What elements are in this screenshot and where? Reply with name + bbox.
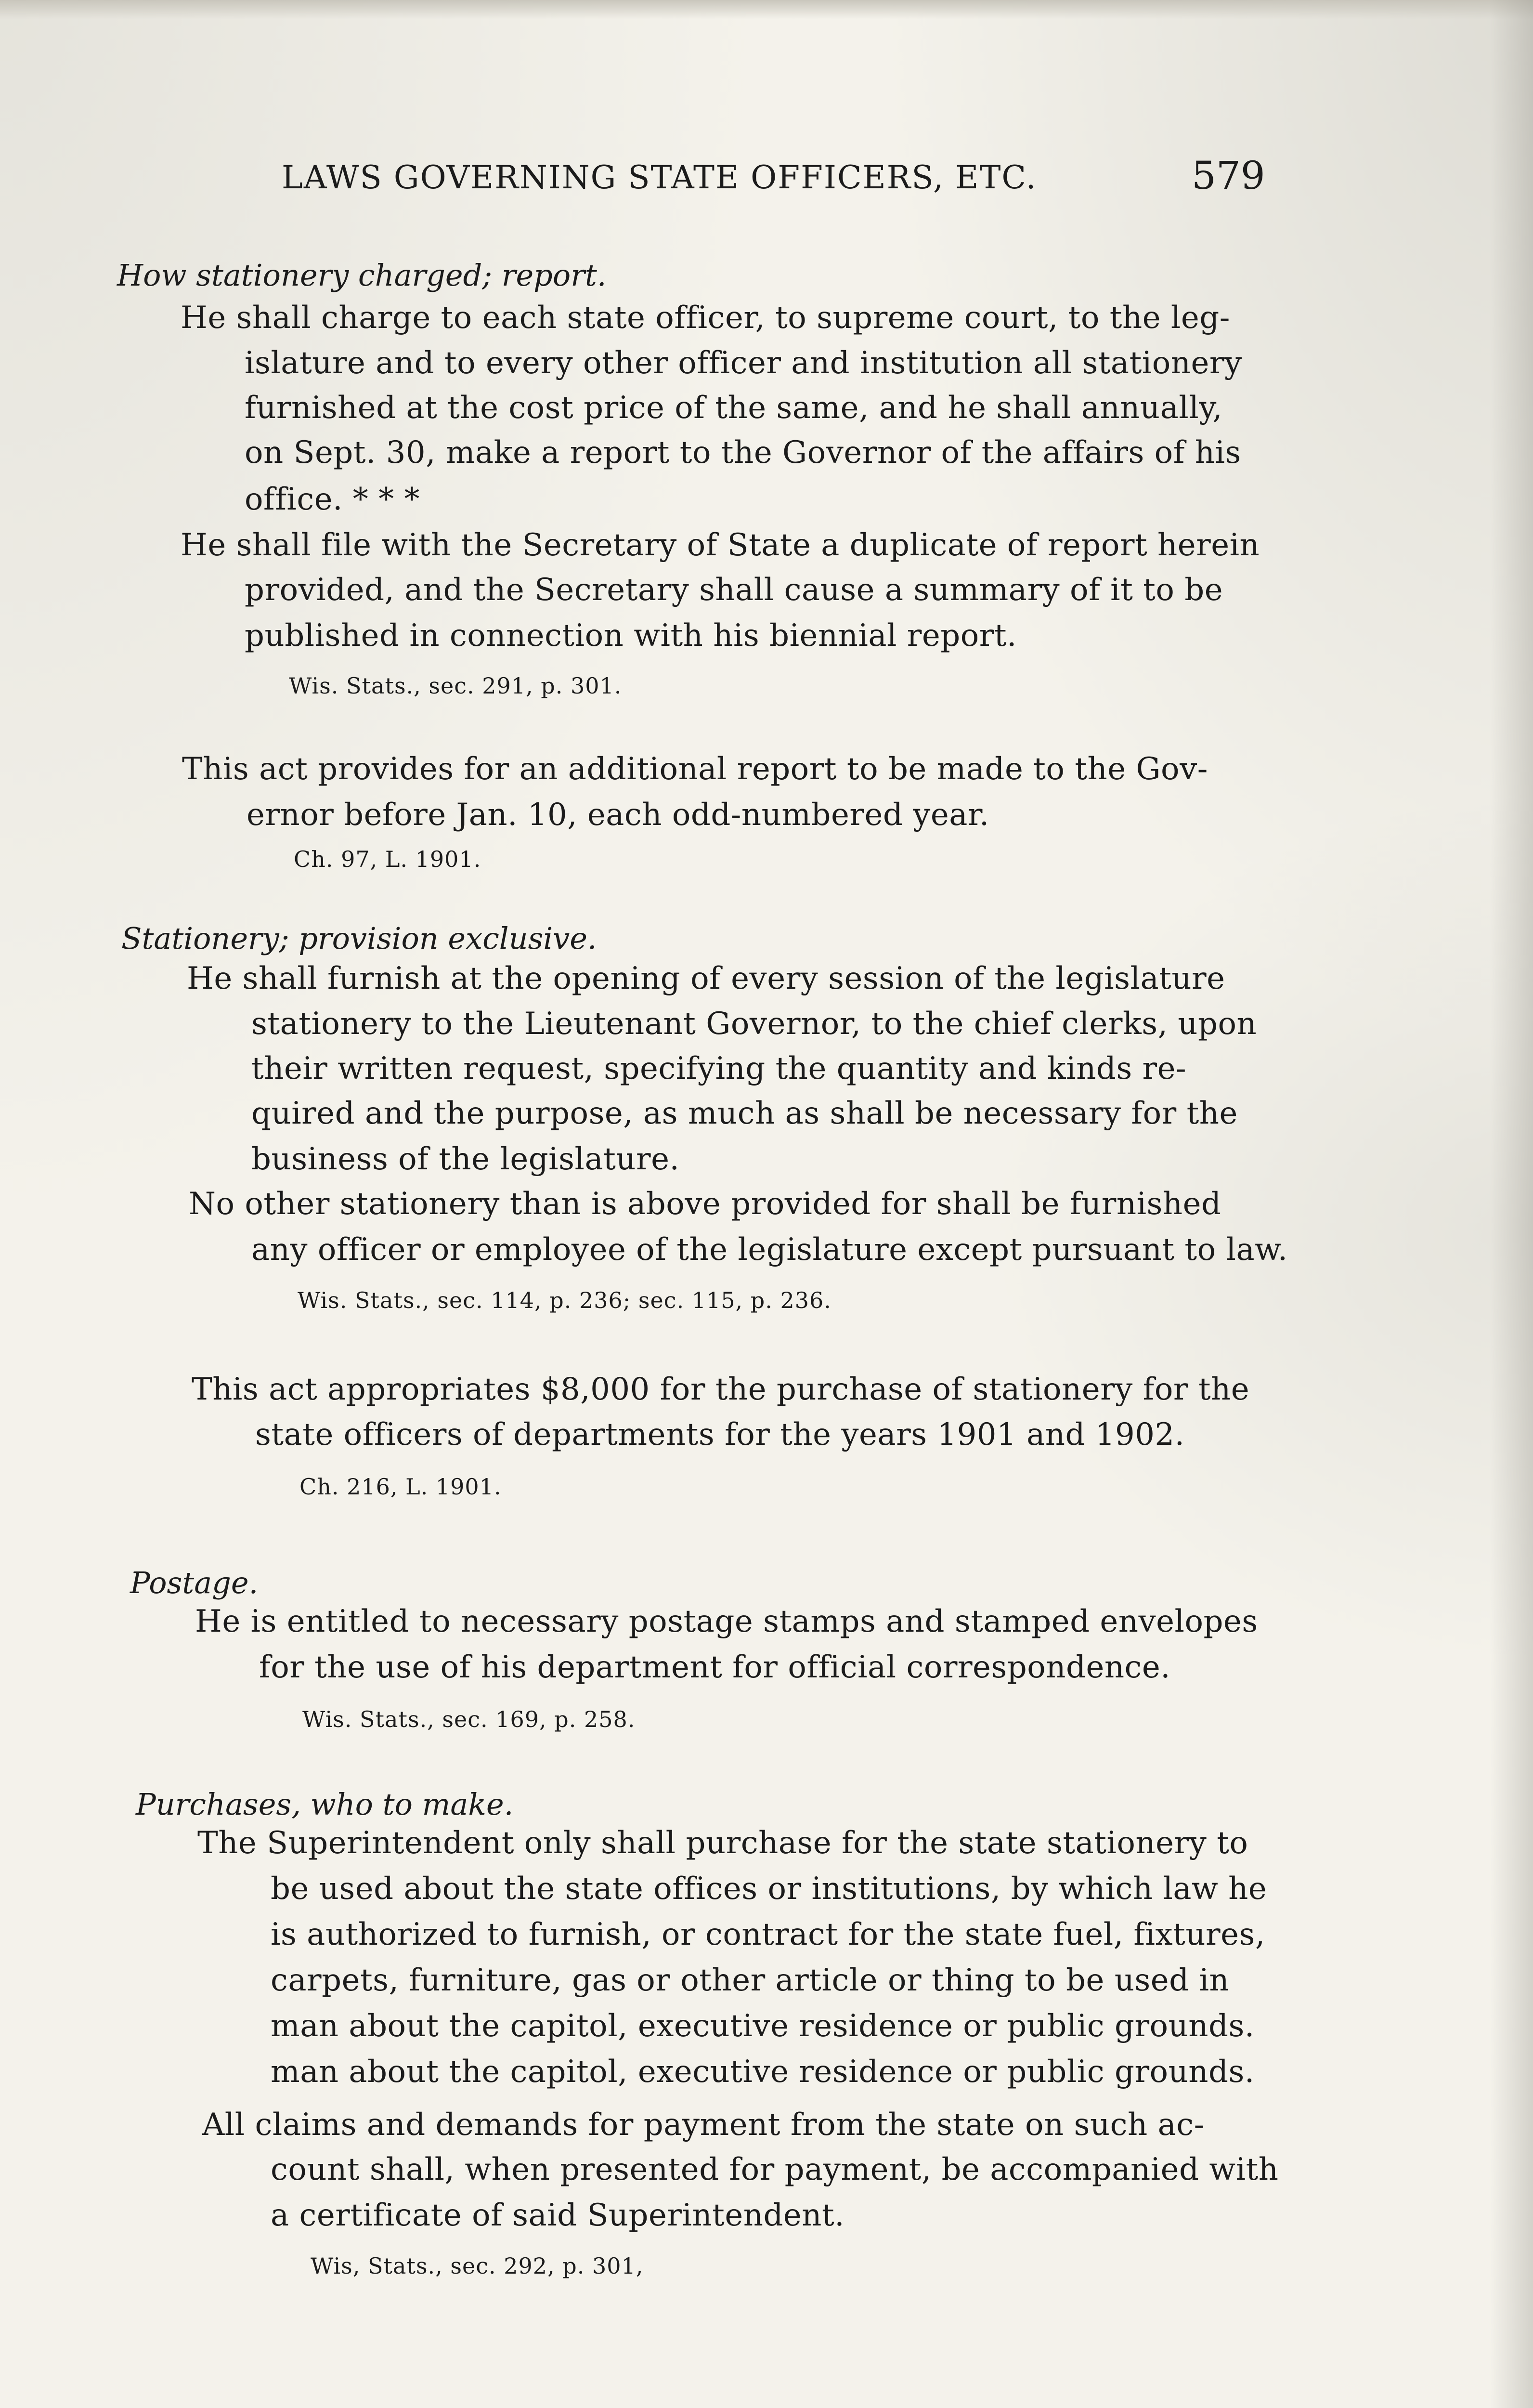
paragraph-line: published in connection with his biennial report. (245, 618, 1017, 654)
section-heading: Stationery; provision exclusive. (121, 921, 597, 956)
statute-citation: Wis. Stats., sec. 169, p. 258. (302, 1706, 636, 1732)
paragraph-line: be used about the state offices or institutions, by which law he (271, 1871, 1267, 1907)
paragraph-line: All claims and demands for payment from the state on such ac- (202, 2107, 1205, 2143)
statute-citation: Wis, Stats., sec. 292, p. 301, (311, 2253, 644, 2279)
paragraph-line: quired and the purpose, as much as shall be necessary for the (251, 1096, 1238, 1131)
page-right-shadow (1490, 0, 1533, 2408)
paragraph-line: business of the legislature. (251, 1141, 680, 1177)
paragraph-line: a certificate of said Superintendent. (271, 2198, 845, 2233)
paragraph-line: carpets, furniture, gas or other article or thing to be used in (271, 1963, 1230, 1998)
paragraph-line: The Superintendent only shall purchase for the state stationery to (197, 1825, 1248, 1861)
paragraph-line: He is entitled to necessary postage stamps and stamped envelopes (195, 1604, 1258, 1639)
section-heading: How stationery charged; report. (117, 258, 607, 293)
statute-citation: Wis. Stats., sec. 291, p. 301. (289, 673, 622, 699)
note-line: This act appropriates $8,000 for the purchase of stationery for the (192, 1372, 1250, 1407)
paragraph-line: any officer or employee of the legislature except pursuant to law. (251, 1232, 1288, 1268)
paragraph-line: islature and to every other officer and institution all stationery (245, 345, 1242, 381)
paragraph-line: He shall charge to each state officer, to supreme court, to the leg- (181, 300, 1230, 336)
note-citation: Ch. 216, L. 1901. (299, 1474, 502, 1500)
paragraph-line: for the use of his department for official correspondence. (259, 1649, 1171, 1685)
paragraph-line: their written request, specifying the quantity and kinds re- (251, 1051, 1187, 1086)
statute-citation: Wis. Stats., sec. 114, p. 236; sec. 115, p. 236. (298, 1287, 831, 1313)
paragraph-line: man about the capitol, executive residence or public grounds. (271, 2008, 1255, 2044)
paragraph-line: man about the capitol, executive residence or public grounds. (271, 2054, 1255, 2090)
paragraph-line: He shall furnish at the opening of every session of the legislature (187, 961, 1225, 996)
note-citation: Ch. 97, L. 1901. (294, 846, 481, 872)
paragraph-line: on Sept. 30, make a report to the Governor of the affairs of his (245, 435, 1241, 471)
page-top-shadow (0, 0, 1533, 19)
paragraph-line: stationery to the Lieutenant Governor, to the chief clerks, upon (251, 1006, 1257, 1042)
section-heading: Postage. (130, 1565, 259, 1600)
paragraph-line: furnished at the cost price of the same, and he shall annually, (245, 390, 1223, 426)
note-line: ernor before Jan. 10, each odd-numbered year. (247, 797, 989, 833)
note-line: This act provides for an additional report to be made to the Gov- (182, 751, 1208, 787)
paragraph-line: is authorized to furnish, or contract for the state fuel, fixtures, (271, 1917, 1265, 1952)
note-line: state officers of departments for the years 1901 and 1902. (255, 1417, 1185, 1453)
paragraph-line: count shall, when presented for payment, be accompanied with (271, 2152, 1279, 2187)
paragraph-line: No other stationery than is above provided for shall be furnished (189, 1186, 1221, 1222)
page-number: 579 (1192, 153, 1265, 198)
section-heading: Purchases, who to make. (136, 1787, 514, 1822)
running-head: LAWS GOVERNING STATE OFFICERS, ETC. (282, 159, 1037, 196)
paragraph-line: provided, and the Secretary shall cause a summary of it to be (245, 572, 1223, 608)
paragraph-line: office. * * * (245, 482, 420, 517)
paragraph-line: He shall file with the Secretary of State a duplicate of report herein (181, 527, 1260, 563)
